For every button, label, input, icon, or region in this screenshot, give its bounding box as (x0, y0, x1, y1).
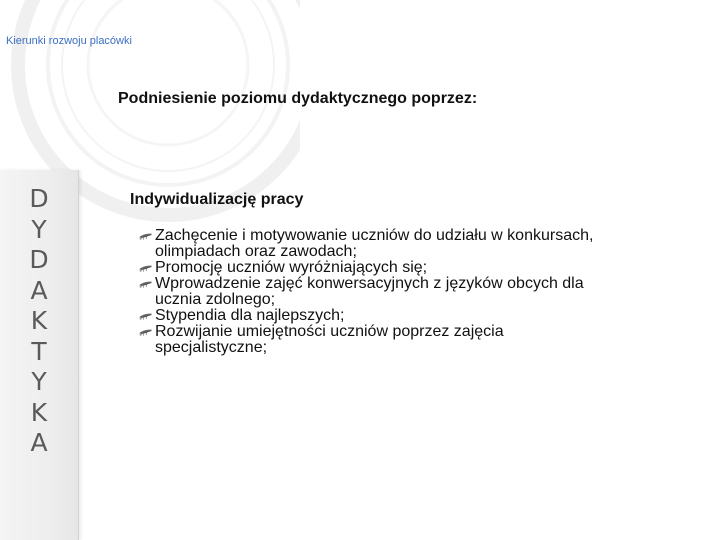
feather-bullet-icon (137, 328, 155, 337)
feather-bullet-icon (137, 280, 155, 289)
bullet-text: Wprowadzenie zajęć konwersacyjnych z języków obcych dla ucznia zdolnego; (155, 275, 584, 308)
list-item (137, 228, 607, 260)
side-letter: K (30, 397, 48, 427)
bullet-text: Promocję uczniów wyróżniających się; (155, 259, 428, 276)
list-item (137, 324, 607, 356)
slide-subtitle: Indywidualizację pracy (130, 191, 304, 208)
list-item (137, 276, 607, 308)
side-letter: Y (31, 214, 47, 244)
bullet-text: Stypendia dla najlepszych; (155, 307, 345, 324)
list-item (137, 260, 607, 276)
feather-bullet-icon (137, 264, 155, 273)
side-letter: D (29, 184, 49, 213)
bullet-list (137, 228, 607, 356)
list-item (137, 308, 607, 324)
side-letter: D (29, 245, 49, 274)
feather-bullet-icon (137, 232, 155, 241)
bullet-text: Rozwijanie umiejętności uczniów poprzez zajęcia specjalistyczne; (155, 323, 504, 356)
bullet-text: Zachęcenie i motywowanie uczniów do udziału w konkursach, olimpiadach oraz zawodach; (155, 227, 594, 260)
side-letter: A (30, 428, 48, 457)
feather-bullet-icon (137, 312, 155, 321)
side-letter: Y (31, 367, 47, 396)
header-label: Kierunki rozwoju placówki (6, 35, 132, 47)
side-letter: A (30, 275, 48, 305)
slide-title: Podniesienie poziomu dydaktycznego poprzez: (118, 90, 478, 107)
side-letter: K (30, 306, 48, 335)
side-vertical-word (26, 184, 52, 459)
side-letter: T (31, 336, 47, 366)
